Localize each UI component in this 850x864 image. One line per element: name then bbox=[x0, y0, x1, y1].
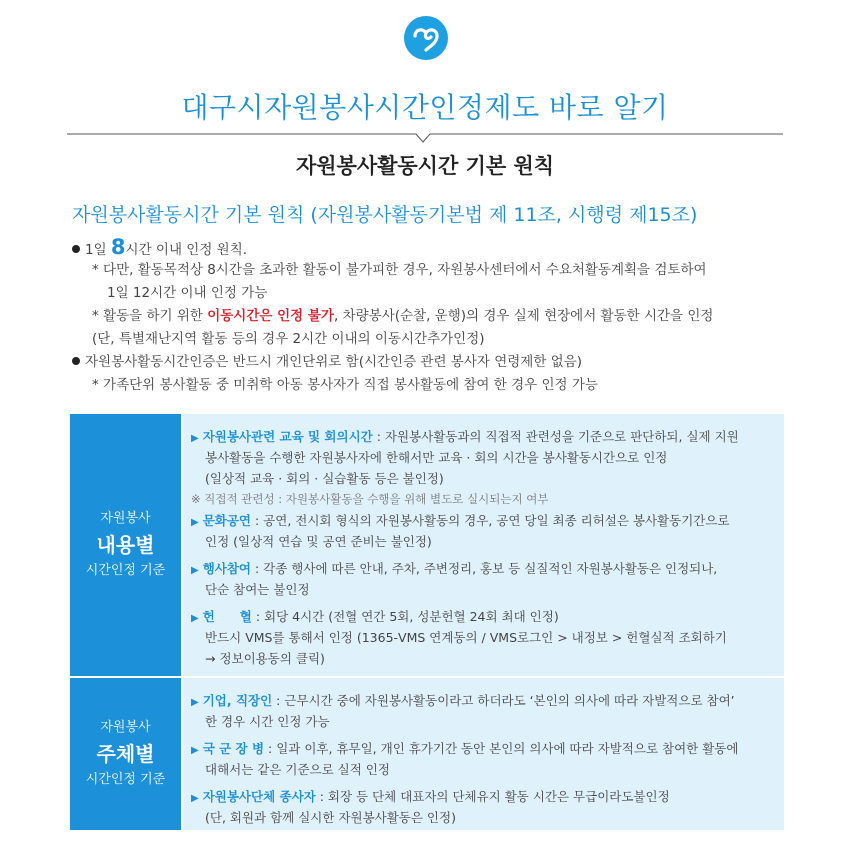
bullet-icon bbox=[72, 245, 80, 253]
triangle-right-icon: ▶ bbox=[191, 517, 199, 528]
principle-bullet-2: 자원봉사활동시간인증은 반드시 개인단위로 함(시간인증 관련 봉사자 연령제한 없음) bbox=[72, 351, 792, 374]
travel-time-warning: 이동시간은 인정 불가 bbox=[207, 308, 334, 324]
heart-logo-icon bbox=[404, 16, 448, 60]
triangle-right-icon: ▶ bbox=[191, 745, 199, 756]
title-divider bbox=[67, 129, 783, 145]
principle-bullet-1: 1일 8시간 이내 인정 원칙. bbox=[72, 236, 792, 259]
sub-title: 자원봉사활동시간 기본 원칙 bbox=[295, 154, 555, 178]
subject-criteria-row bbox=[70, 678, 784, 830]
criteria-item-group-staff: ▶ 자원봉사단체 종사자 : 회장 등 단체 대표자의 단체유지 활동 시간은 무급이라도불인정 bbox=[191, 789, 670, 804]
principle-note-1-cont: 1일 12시간 이내 인정 가능 bbox=[107, 285, 268, 301]
triangle-right-icon: ▶ bbox=[191, 697, 199, 708]
principle-note-2: * 활동을 하기 위한 이동시간은 인정 불가, 차량봉사(순찰, 운행)의 경우 실제 현장에서 활동한 시간을 인정 bbox=[92, 308, 714, 324]
principle-note-2-cont: (단, 특별재난지역 활동 등의 경우 2시간 이내의 이동시간추가인정) bbox=[92, 331, 485, 347]
subject-criteria-body: ▶ 기업, 직장인 : 근무시간 중에 자원봉사활동이라고 하더라도 ‘본인의 의사에 따라 자발적으로 참여’ 한 경우 시간 인정 가능 ▶ 국 군 장 병 : 일과 이후, 휴무일, 개인 휴가기간 동안 본인의 의사에 따라 자발적으로 참여한 활동에 대해서는 같은 기준으로 실적 인정 ▶ 자원봉사단체 종사자 : 회장 등 단체 대표자의 단체유지 활동 시간은 무급이라도불인정 (단, 회원과 함께 실시한 자원봉사활동은 인정) bbox=[183, 678, 784, 830]
triangle-right-icon: ▶ bbox=[191, 433, 199, 444]
triangle-right-icon: ▶ bbox=[191, 613, 199, 624]
criteria-item-event: ▶ 행사참여 : 각종 행사에 따른 안내, 주차, 주변정리, 홍보 등 실질적인 자원봉사활동은 인정되나, bbox=[191, 561, 718, 576]
highlight-number: 8 bbox=[110, 235, 126, 259]
criteria-item-company: ▶ 기업, 직장인 : 근무시간 중에 자원봉사활동이라고 하더라도 ‘본인의 의사에 따라 자발적으로 참여’ bbox=[191, 693, 735, 708]
principle-note-3: * 가족단위 봉사활동 중 미취학 아동 봉사자가 직접 봉사활동에 참여 한 경우 인정 가능 bbox=[92, 377, 598, 393]
principle-note-1: * 다만, 활동목적상 8시간을 초과한 활동이 불가피한 경우, 자원봉사센터에서 수요처활동계획을 검토하여 bbox=[92, 262, 707, 278]
triangle-right-icon: ▶ bbox=[191, 565, 199, 576]
triangle-right-icon: ▶ bbox=[191, 793, 199, 804]
content-criteria-body: ▶ 자원봉사관련 교육 및 회의시간 : 자원봉사활동과의 직접적 관련성을 기준으로 판단하되, 실제 지원 봉사활동을 수행한 자원봉사자에 한해서만 교육 · 회의 시간을 봉사활동시간으로 인정 (일상적 교육 · 회의 · 실습활동 등은 불인정) ※ 직접적 관련성 : 자원봉사활동을 수행을 위해 별도로 실시되는지 여부 ▶ 문화공연 : 공연, 전시회 형식의 자원봉사활동의 경우, 공연 당일 최종 리허설은 봉사활동기간으로 인정 (일상적 연습 및 공연 준비는 불인정) ▶ 행사참여 : 각종 행사에 따른 안내, 주차, 주변정리, 홍보 등 실질적인 자원봉사활동은 인정되나, 단순 참여는 불인정 ▶ 헌 혈 : 회당 4시간 (전혈 연간 5회, 성분헌혈 24회 최대 인정) 반드시 VMS를 통해서 인정 (1365-VMS 연계동의 / VMS로그인 > 내정보 > 헌혈실적 조회하기 → 정보이용동의 클릭) bbox=[183, 414, 784, 676]
criteria-footnote: ※ 직접적 관련성 : 자원봉사활동을 수행을 위해 별도로 실시되는지 여부 bbox=[191, 492, 549, 506]
section-heading: 자원봉사활동시간 기본 원칙 (자원봉사활동기본법 제 11조, 시행령 제15조) bbox=[72, 204, 698, 226]
main-title: 대구시자원봉사시간인정제도 바로 알기 bbox=[181, 91, 669, 124]
criteria-item-blood-donation: ▶ 헌 혈 : 회당 4시간 (전혈 연간 5회, 성분헌혈 24회 최대 인정) bbox=[191, 609, 559, 624]
content-criteria-row bbox=[70, 414, 784, 676]
criteria-table bbox=[70, 414, 784, 830]
bullet-icon bbox=[72, 357, 80, 365]
criteria-item-soldier: ▶ 국 군 장 병 : 일과 이후, 휴무일, 개인 휴가기간 동안 본인의 의사에 따라 자발적으로 참여한 활동에 bbox=[191, 741, 739, 756]
content-criteria-label: 자원봉사 내용별 시간인정 기준 bbox=[70, 414, 181, 676]
criteria-item-performance: ▶ 문화공연 : 공연, 전시회 형식의 자원봉사활동의 경우, 공연 당일 최종 리허설은 봉사활동기간으로 bbox=[191, 513, 730, 528]
principles-list bbox=[72, 236, 792, 397]
criteria-item-education: ▶ 자원봉사관련 교육 및 회의시간 : 자원봉사활동과의 직접적 관련성을 기준으로 판단하되, 실제 지원 bbox=[191, 429, 739, 444]
subject-criteria-label: 자원봉사 주체별 시간인정 기준 bbox=[70, 678, 181, 830]
